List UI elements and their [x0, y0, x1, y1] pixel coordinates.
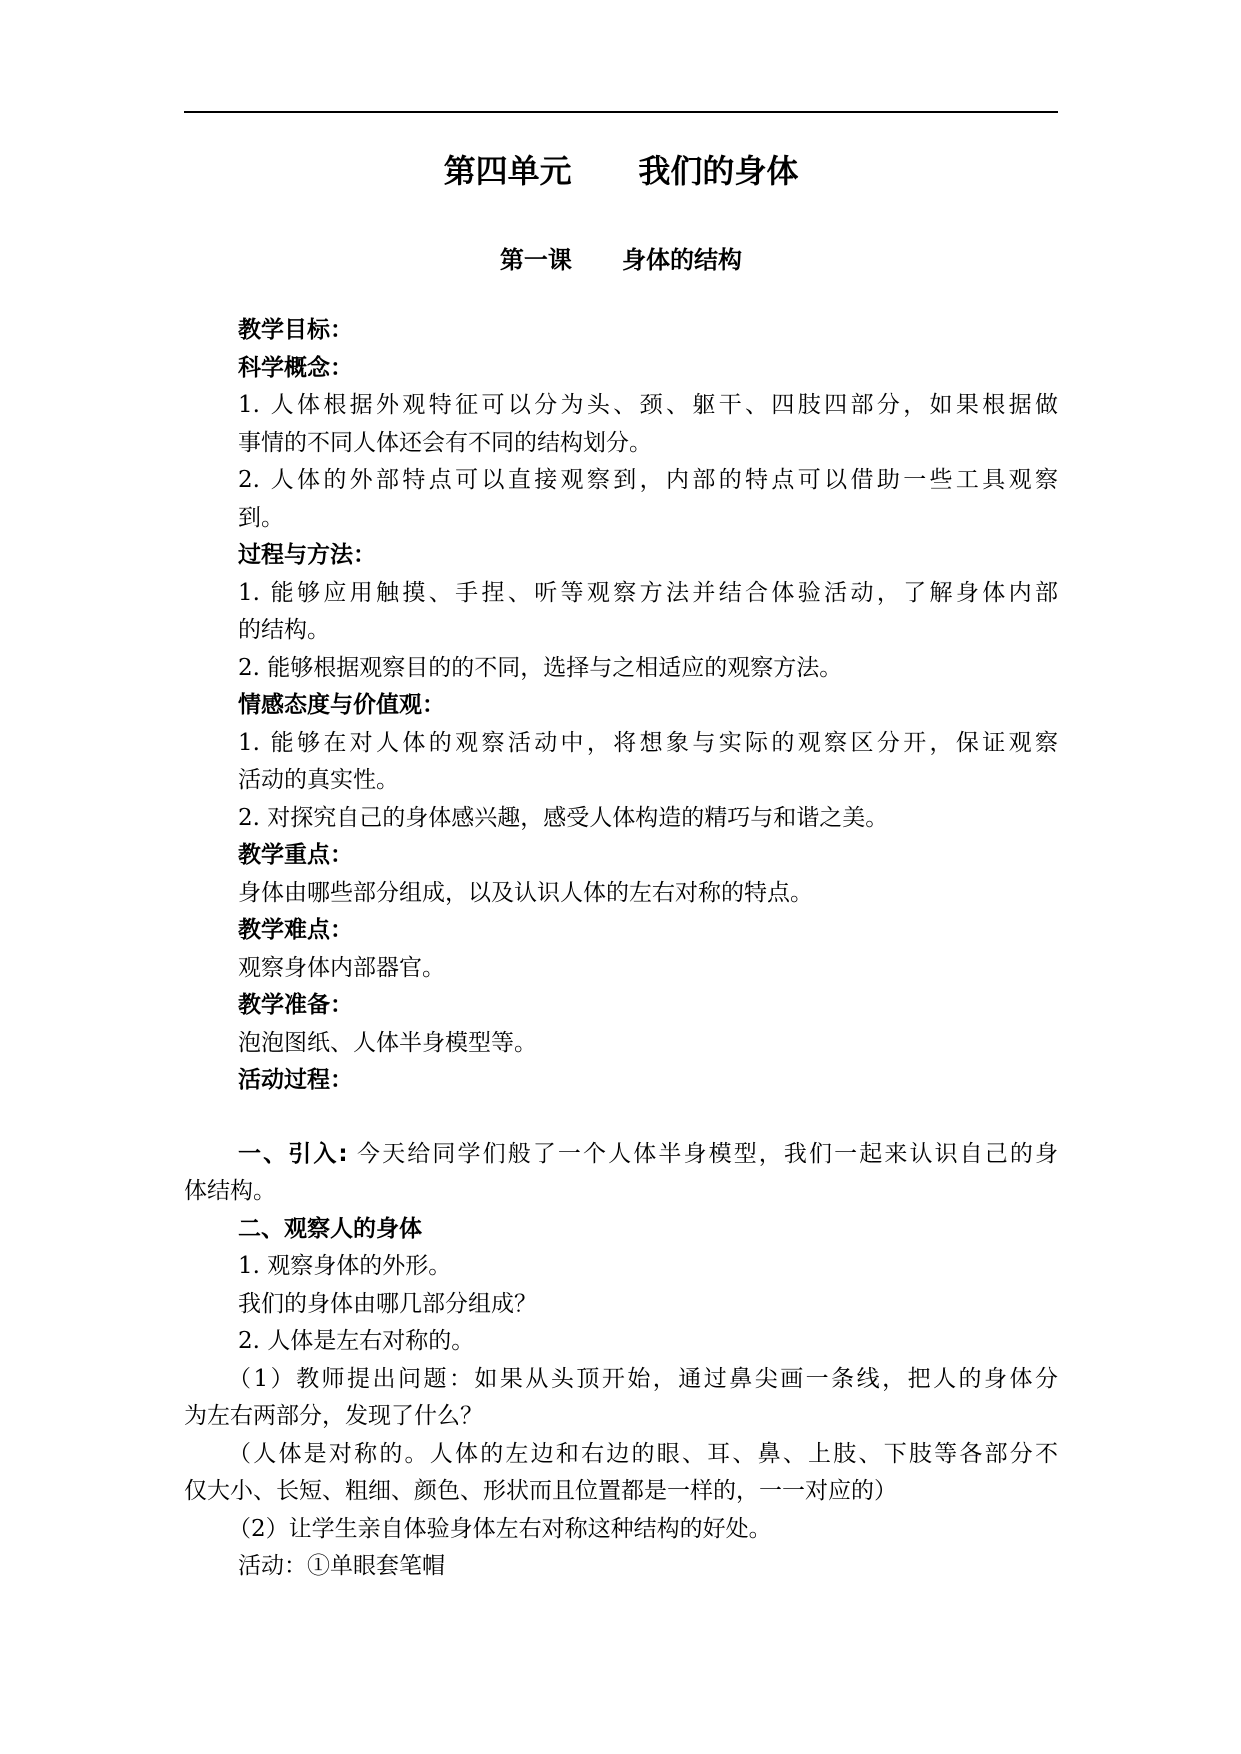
preparation-heading: 教学准备：: [238, 992, 353, 1018]
header-rule: [184, 111, 1058, 113]
goals-heading: 教学目标：: [238, 317, 353, 343]
observe-2-q2: （2）让学生亲自体验身体左右对称这种结构的好处。: [228, 1515, 772, 1542]
section-gap: [184, 1100, 1058, 1136]
lesson-title: 第一课 身体的结构: [499, 246, 743, 274]
process-heading: 过程与方法：: [238, 542, 376, 568]
attitude-1-line-2: 活动的真实性。: [238, 767, 399, 793]
difficulty-text: 观察身体内部器官。: [238, 954, 445, 981]
preparation-text: 泡泡图纸、人体半身模型等。: [238, 1029, 537, 1056]
intro-line-1: [184, 1136, 1058, 1174]
observe-2-answer-line-2: 仅大小、长短、粗细、颜色、形状而且位置都是一样的，一一对应的）: [184, 1478, 897, 1504]
intro-label: 一、引入:: [238, 1140, 348, 1167]
observe-1: 1. 观察身体的外形。: [238, 1253, 452, 1279]
science-concept-1-line-2: 事情的不同人体还会有不同的结构划分。: [238, 429, 652, 456]
science-concept-2-line-2: 到。: [238, 504, 284, 531]
observe-2-q1-line-1: （1）教师提出问题：如果从头顶开始，通过鼻尖画一条线，把人的身体分: [228, 1365, 1058, 1392]
activity-line: 活动：①单眼套笔帽: [238, 1553, 445, 1579]
observe-1-question: 我们的身体由哪几部分组成？: [238, 1290, 537, 1317]
intro-line-2: 体结构。: [184, 1178, 276, 1204]
observe-2-answer-line-1: （人体是对称的。人体的左边和右边的眼、耳、鼻、上肢、下肢等各部分不: [228, 1440, 1058, 1467]
observe-heading: 二、观察人的身体: [238, 1215, 422, 1242]
attitude-heading: 情感态度与价值观：: [238, 692, 445, 718]
process-2: 2. 能够根据观察目的的不同，选择与之相适应的观察方法。: [238, 654, 843, 681]
science-concept-1-line-1: 1. 人体根据外观特征可以分为头、颈、躯干、四肢四部分，如果根据做: [238, 392, 1058, 418]
document-body: [184, 312, 1058, 1586]
activity-process-heading: 活动过程：: [238, 1067, 353, 1093]
difficulty-heading: 教学难点：: [238, 917, 353, 943]
key-points-heading: 教学重点：: [238, 842, 353, 868]
process-1-line-1: 1. 能够应用触摸、手捏、听等观察方法并结合体验活动，了解身体内部: [238, 579, 1058, 606]
key-points-text: 身体由哪些部分组成，以及认识人体的左右对称的特点。: [238, 879, 813, 906]
attitude-2: 2. 对探究自己的身体感兴趣，感受人体构造的精巧与和谐之美。: [238, 804, 889, 831]
science-concept-2-line-1: 2. 人体的外部特点可以直接观察到，内部的特点可以借助一些工具观察: [238, 467, 1058, 493]
observe-2-q1-line-2: 为左右两部分，发现了什么？: [184, 1403, 483, 1429]
unit-title: 第四单元 我们的身体: [443, 152, 799, 190]
process-1-line-2: 的结构。: [238, 617, 330, 643]
science-concepts-heading: 科学概念：: [238, 354, 353, 381]
intro-text: 今天给同学们般了一个人体半身模型，我们一起来认识自己的身: [347, 1140, 1059, 1167]
observe-2: 2. 人体是左右对称的。: [238, 1328, 475, 1354]
attitude-1-line-1: 1. 能够在对人体的观察活动中，将想象与实际的观察区分开，保证观察: [238, 729, 1058, 756]
